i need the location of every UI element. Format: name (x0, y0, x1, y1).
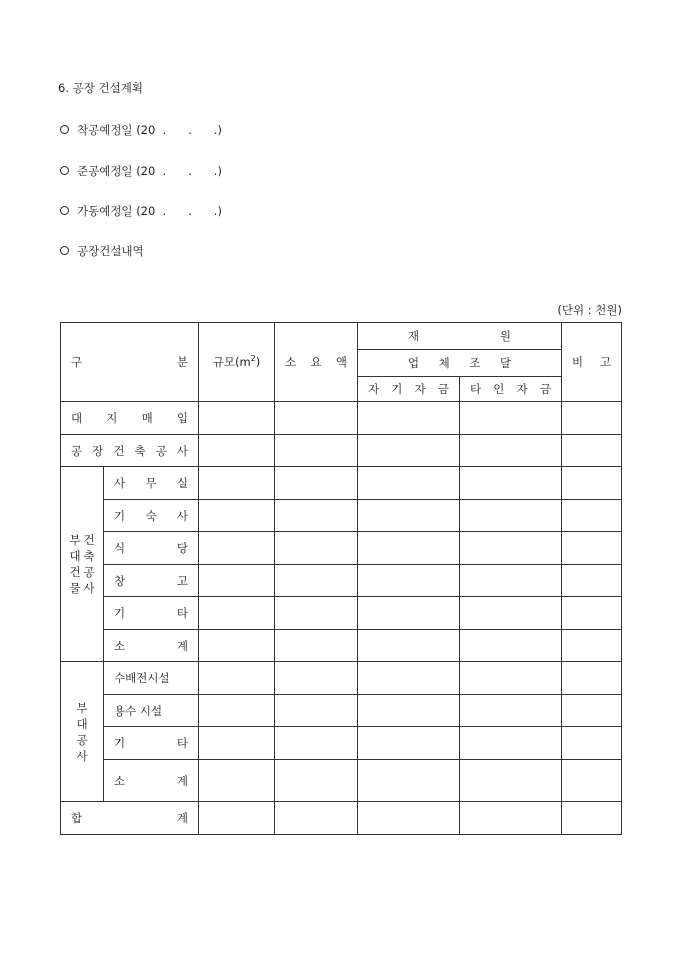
row-works-subtotal: 소 계 (104, 760, 199, 802)
header-remarks: 비 고 (562, 323, 622, 402)
row-warehouse: 창 고 (104, 565, 199, 597)
header-required-amount: 소 요 액 (275, 323, 358, 402)
row-building-subtotal: 소 계 (104, 630, 199, 662)
construction-plan-table (60, 322, 622, 835)
row-office: 사 무 실 (104, 467, 199, 500)
row-water-facility: 용수 시설 (104, 695, 199, 727)
row-power-facility: 수배전시설 (104, 662, 199, 695)
circle-bullet-icon (60, 125, 69, 134)
row-factory-construction: 공 장 건 축 공 사 (61, 435, 199, 467)
group-annex-buildings: 부대건물건축공사 (61, 467, 104, 662)
row-cafeteria: 식 당 (104, 532, 199, 565)
circle-bullet-icon (60, 206, 69, 215)
row-total: 합 계 (61, 802, 199, 835)
bullet-completion-date: 준공예정일 (20 . . .) (60, 163, 222, 179)
row-building-other: 기 타 (104, 597, 199, 630)
circle-bullet-icon (60, 246, 69, 255)
row-works-other: 기 타 (104, 727, 199, 760)
header-own-funds: 자 기 자 금 (358, 377, 460, 402)
bullet-start-date: 착공예정일 (20 . . .) (60, 122, 222, 138)
section-title: 6. 공장 건설계획 (58, 81, 143, 95)
circle-bullet-icon (60, 166, 69, 175)
unit-note: (단위 : 천원) (557, 303, 622, 317)
header-company-funding: 업 체 조 달 (358, 350, 562, 377)
header-funding: 재 원 (358, 323, 562, 350)
row-dormitory: 기 숙 사 (104, 500, 199, 532)
bullet-construction-details: 공장건설내역 (60, 243, 144, 259)
header-external-funds: 타 인 자 금 (460, 377, 562, 402)
group-annex-works: 부대공사 (61, 662, 104, 802)
row-land-purchase: 대 지 매 입 (61, 402, 199, 435)
header-scale: 규모$(m^2)$ (199, 323, 275, 402)
bullet-operation-date: 가동예정일 (20 . . .) (60, 203, 222, 219)
header-category: 구 분 (61, 323, 199, 402)
